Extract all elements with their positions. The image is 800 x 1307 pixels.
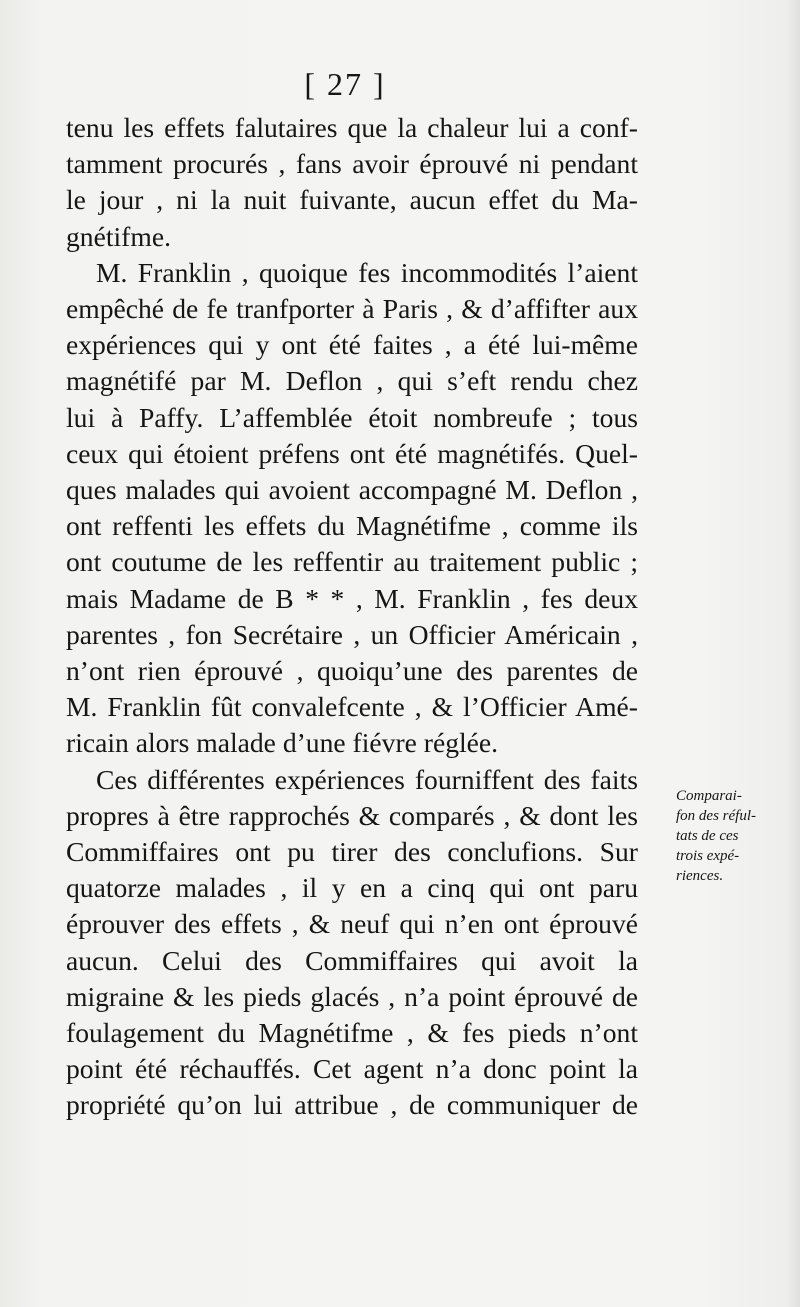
text-line: n’ont rien éprouvé , quoiqu’une des parentes de	[66, 655, 638, 687]
text-line: ont reffenti les effets du Magnétifme , comme ils	[66, 510, 638, 542]
margin-note-line: trois expé-	[676, 848, 740, 864]
paragraph-3	[66, 762, 638, 1124]
text-line: gnétifme.	[66, 220, 171, 252]
text-line: parentes , fon Secrétaire , un Officier Américain ,	[66, 618, 638, 650]
paragraph-1	[66, 110, 638, 255]
margin-note-line: fon des réful-	[676, 808, 756, 824]
text-line: tamment procurés , fans avoir éprouvé ni pendant	[66, 148, 638, 180]
text-line: le jour , ni la nuit fuivante, aucun effet du Ma-	[66, 184, 638, 216]
paragraph-2	[66, 255, 638, 762]
text-line: aucun. Celui des Commiffaires qui avoit la	[66, 944, 638, 976]
text-line: éprouver des effets , & neuf qui n’en ont éprouvé	[66, 908, 638, 940]
text-line: quatorze malades , il y en a cinq qui ont paru	[66, 872, 638, 904]
text-line: ques malades qui avoient accompagné M. Deflon ,	[66, 474, 638, 506]
text-line: Ces différentes expériences fourniffent des faits	[96, 763, 638, 795]
text-line: magnétifé par M. Deflon , qui s’eft rendu chez	[66, 365, 638, 397]
text-line: expériences qui y ont été faites , a été lui-même	[66, 329, 638, 361]
margin-note-line: tats de ces	[676, 828, 739, 844]
text-line: mais Madame de B * * , M. Franklin , fes deux	[66, 582, 638, 614]
page-edge-shadow	[786, 0, 800, 1307]
text-line: foulagement du Magnétifme , & fes pieds n’ont	[66, 1017, 638, 1049]
text-line: lui à Paffy. L’affemblée étoit nombreufe ; tous	[66, 401, 638, 433]
text-line: propriété qu’on lui attribue , de communiquer de	[66, 1089, 638, 1121]
text-line: Commiffaires ont pu tirer des conclufions. Sur	[66, 836, 638, 868]
margin-note-line: Comparai-	[676, 788, 742, 804]
text-line: propres à être rapprochés & comparés , & dont les	[66, 799, 638, 831]
text-line: ricain alors malade d’une fiévre réglée.	[66, 727, 499, 759]
body-text	[66, 110, 638, 1124]
text-line: tenu les effets falutaires que la chaleur lui a conf-	[66, 112, 638, 143]
text-line: empêché de fe tranfporter à Paris , & d’affifter aux	[66, 293, 638, 325]
text-line: point été réchauffés. Cet agent n’a donc point la	[66, 1053, 638, 1085]
text-line: migraine & les pieds glacés , n’a point éprouvé de	[66, 980, 638, 1012]
text-line: ceux qui étoient préfens ont été magnétifés. Quel-	[66, 437, 638, 469]
text-line: M. Franklin fût convalefcente , & l’Officier Amé-	[66, 691, 638, 723]
margin-note-line: riences.	[676, 868, 724, 884]
text-line: M. Franklin , quoique fes incommodités l’aient	[96, 256, 638, 288]
margin-note	[676, 786, 790, 886]
text-line: ont coutume de les reffentir au traitement public ;	[66, 546, 638, 578]
page-number: [ 27 ]	[304, 66, 386, 102]
